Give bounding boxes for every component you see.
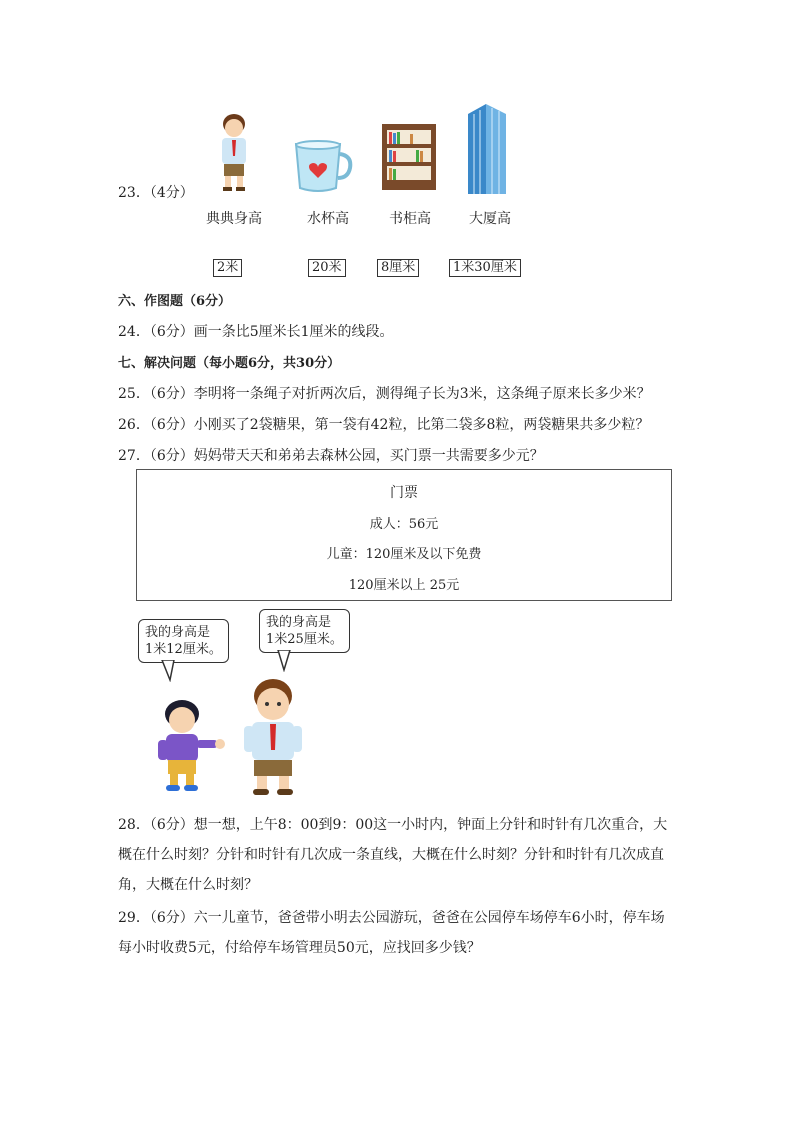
ticket-adult-price: 成人：56元 [369,517,439,532]
section-6-title: 六、作图题（6分） [118,294,232,309]
answer-box: 1米30厘米 [449,259,521,277]
speech-bubble-right [259,609,350,653]
tiantian-illustration [240,676,306,798]
bubble-left-tail [160,660,180,682]
speech-bubble-left [138,619,229,663]
cup-illustration [288,138,354,194]
q23-number: 23．（4分） [118,185,194,201]
q24-text: 24．（6分）画一条比5厘米长1厘米的线段。 [118,324,394,340]
ticket-child-price: 120厘米以上 25元 [348,578,460,593]
label-boy-height: 典典身高 [206,211,262,227]
q29-text: 29．（6分）六一儿童节，爸爸带小明去公园游玩，爸爸在公园停车场停车6小时，停车场每小时收费5元，付给停车场管理员50元，应找回多少钱？ [118,910,665,956]
answer-box: 8厘米 [377,259,419,277]
section-7-title: 七、解决问题（每小题6分，共30分） [118,356,341,371]
label-bookcase-height: 书柜高 [389,211,431,227]
answer-box: 20米 [308,259,346,277]
ticket-price-box [136,469,672,601]
little-brother-illustration [150,696,230,796]
building-illustration [462,100,512,194]
q27-text: 27．（6分）妈妈带天天和弟弟去森林公园，买门票一共需要多少元？ [118,448,544,464]
label-cup-height: 水杯高 [307,211,349,227]
bubble-right-tail [276,650,296,672]
q25-text: 25．（6分）李明将一条绳子对折两次后，测得绳子长为3米，这条绳子原来长多少米？ [118,386,651,402]
label-building-height: 大厦高 [469,211,511,227]
q28-text: 28．（6分）想一想，上午8：00到9：00这一小时内，钟面上分针和时针有几次重合，大概在什么时刻？分针和时针有几次成一条直线，大概在什么时刻？分针和时针有几次成直角，大概在什么时刻？ [118,817,668,893]
bubble-left-line1: 我的身高是 [145,625,211,640]
ticket-title: 门票 [390,485,418,501]
bookcase-illustration [380,122,438,192]
boy-illustration [212,110,256,192]
ticket-child-free: 儿童：120厘米及以下免费 [326,547,482,562]
q26-text: 26．（6分）小刚买了2袋糖果，第一袋有42粒，比第二袋多8粒，两袋糖果共多少粒？ [118,417,650,433]
bubble-right-line1: 我的身高是 [266,615,332,630]
answer-box: 2米 [213,259,242,277]
bubble-right-line2: 1米25厘米。 [266,632,343,647]
bubble-left-line2: 1米12厘米。 [145,642,222,657]
